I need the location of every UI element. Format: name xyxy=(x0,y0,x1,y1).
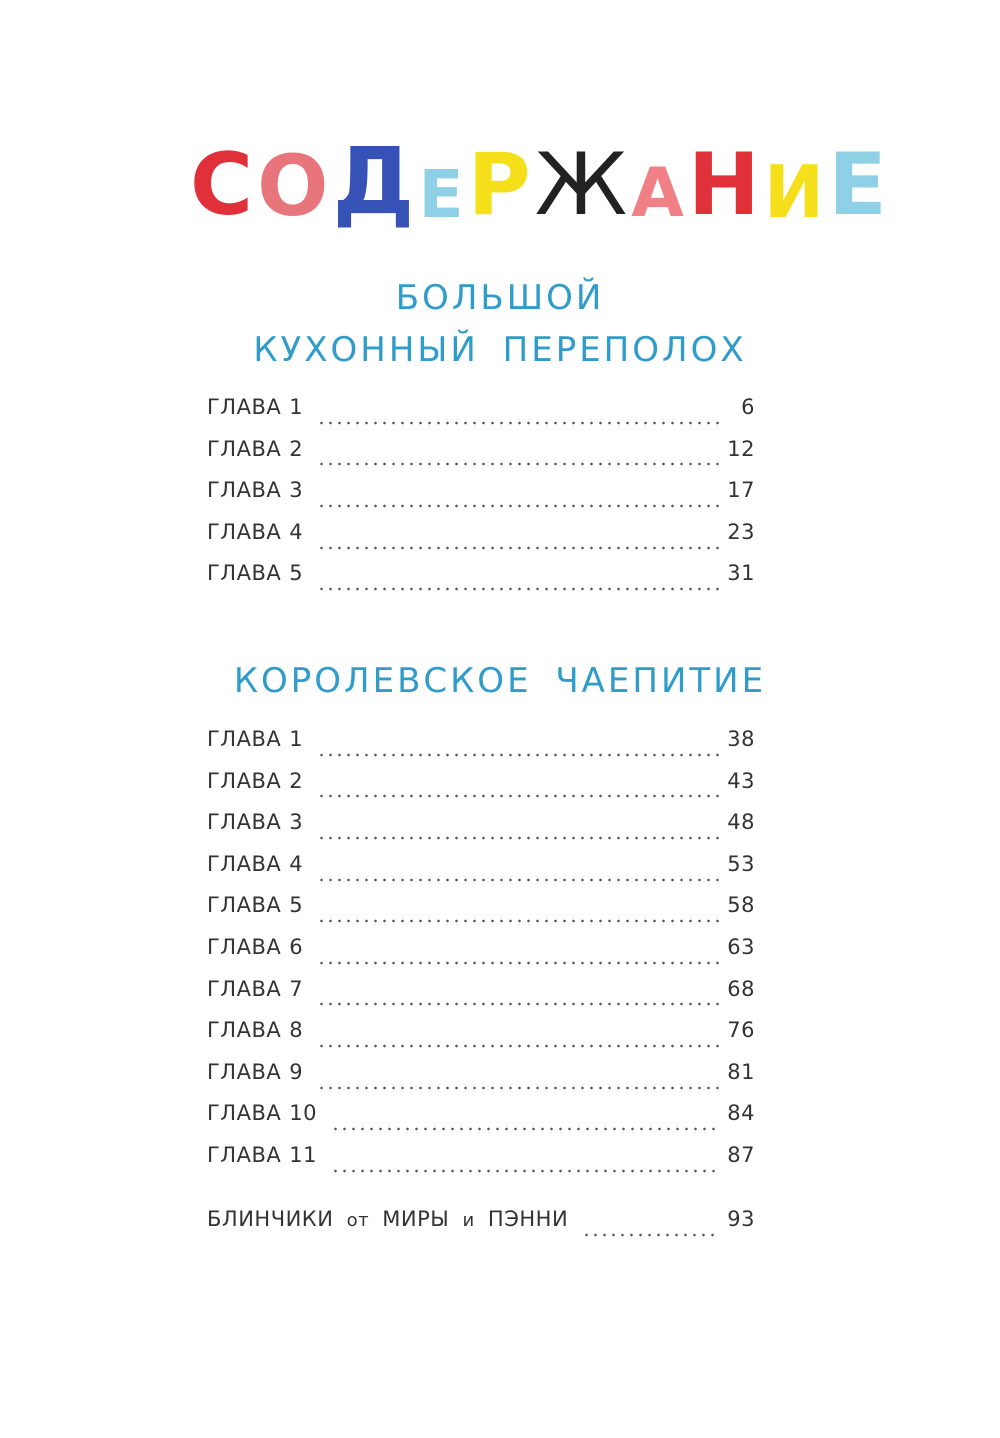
toc-row[interactable] xyxy=(207,935,755,977)
toc-row[interactable] xyxy=(207,561,755,603)
title-letter: Н xyxy=(687,135,760,235)
toc-list-2 xyxy=(207,727,755,1185)
chapter-number: 1 xyxy=(289,395,304,419)
bonus-title-part: от xyxy=(346,1210,370,1231)
dot-leader xyxy=(317,1044,719,1048)
dot-leader xyxy=(331,1127,719,1131)
chapter-number: 10 xyxy=(289,1101,317,1126)
title-letter: О xyxy=(257,137,329,235)
page-number: 38 xyxy=(727,727,755,751)
dot-leader xyxy=(317,794,719,798)
dot-leader xyxy=(317,961,719,965)
chapter-number: 5 xyxy=(289,893,304,918)
page-number: 58 xyxy=(727,893,755,918)
page-number: 84 xyxy=(727,1101,755,1126)
toc-row[interactable] xyxy=(207,520,755,562)
chapter-label: ГЛАВА xyxy=(207,1059,282,1084)
toc-bonus xyxy=(207,1207,755,1249)
dot-leader xyxy=(317,462,719,466)
chapter-label: ГЛАВА xyxy=(207,561,282,586)
toc-row[interactable] xyxy=(207,727,755,769)
page-number: 6 xyxy=(741,395,755,419)
toc-row[interactable] xyxy=(207,1060,755,1102)
dot-leader xyxy=(317,919,719,923)
section-title-line: БОЛЬШОЙ xyxy=(395,278,605,318)
section-title-line: КУХОННЫЙ ПЕРЕПОЛОХ xyxy=(253,330,747,370)
toc-row[interactable] xyxy=(207,810,755,852)
title-letter: А xyxy=(631,154,684,233)
chapter-number: 8 xyxy=(289,1018,304,1043)
title-letter: И xyxy=(763,150,825,234)
chapter-number: 2 xyxy=(289,768,304,793)
toc-row[interactable] xyxy=(207,437,755,479)
toc-row[interactable] xyxy=(207,769,755,811)
dot-leader xyxy=(582,1233,719,1237)
toc-row[interactable] xyxy=(207,478,755,520)
chapter-label: ГЛАВА xyxy=(207,478,282,503)
bonus-title-part: БЛИНЧИКИ xyxy=(207,1207,334,1231)
page-number: 12 xyxy=(727,436,755,461)
bonus-title-part: ПЭННИ xyxy=(487,1207,569,1231)
title-letter: Р xyxy=(467,135,531,235)
page-number: 43 xyxy=(727,768,755,793)
chapter-number: 4 xyxy=(289,519,304,544)
page-number: 63 xyxy=(727,934,755,959)
toc-row[interactable] xyxy=(207,1018,755,1060)
dot-leader xyxy=(317,836,719,840)
bonus-title-part: МИРЫ xyxy=(382,1207,450,1231)
chapter-label: ГЛАВА xyxy=(207,768,282,793)
page-number: 76 xyxy=(727,1018,755,1043)
bonus-title-part: и xyxy=(462,1210,475,1231)
chapter-label: ГЛАВА xyxy=(207,1018,282,1043)
chapter-label: ГЛАВА xyxy=(207,1142,282,1167)
page-number: 81 xyxy=(727,1059,755,1084)
chapter-label: ГЛАВА xyxy=(207,893,282,918)
page-title xyxy=(190,128,887,235)
title-letter: Е xyxy=(828,135,887,235)
chapter-number: 5 xyxy=(289,561,304,586)
chapter-number: 3 xyxy=(289,478,304,503)
dot-leader xyxy=(317,587,719,591)
page-number: 87 xyxy=(727,1142,755,1167)
chapter-number: 9 xyxy=(289,1059,304,1084)
toc-row[interactable] xyxy=(207,1143,755,1185)
chapter-number: 11 xyxy=(289,1142,317,1167)
title-letter: Ж xyxy=(534,135,628,235)
page-number: 53 xyxy=(727,851,755,876)
page-number: 93 xyxy=(727,1207,755,1231)
dot-leader xyxy=(317,753,719,757)
chapter-label: ГЛАВА xyxy=(207,976,282,1001)
toc-row[interactable] xyxy=(207,1101,755,1143)
chapter-label: ГЛАВА xyxy=(207,1101,282,1126)
toc-row[interactable] xyxy=(207,395,755,437)
dot-leader xyxy=(317,504,719,508)
chapter-label: ГЛАВА xyxy=(207,934,282,959)
chapter-number: 3 xyxy=(289,810,304,835)
chapter-number: 6 xyxy=(289,934,304,959)
dot-leader xyxy=(317,546,719,550)
page-number: 17 xyxy=(727,478,755,503)
toc-row[interactable] xyxy=(207,893,755,935)
chapter-number: 4 xyxy=(289,851,304,876)
chapter-label: ГЛАВА xyxy=(207,436,282,461)
page-number: 23 xyxy=(727,519,755,544)
chapter-label: ГЛАВА xyxy=(207,395,282,419)
chapter-label: ГЛАВА xyxy=(207,810,282,835)
title-letter: С xyxy=(190,135,254,235)
dot-leader xyxy=(317,878,719,882)
page-number: 48 xyxy=(727,810,755,835)
chapter-label: ГЛАВА xyxy=(207,519,282,544)
dot-leader xyxy=(317,421,723,425)
dot-leader xyxy=(317,1086,719,1090)
toc-row[interactable] xyxy=(207,852,755,894)
toc-row-bonus[interactable] xyxy=(207,1207,755,1249)
chapter-number: 1 xyxy=(289,727,304,751)
dot-leader xyxy=(317,1002,719,1006)
title-letter: Д xyxy=(332,128,415,235)
dot-leader xyxy=(331,1169,719,1173)
toc-list-1 xyxy=(207,395,755,603)
title-letter: Е xyxy=(418,156,464,233)
chapter-label: ГЛАВА xyxy=(207,851,282,876)
page-number: 31 xyxy=(727,561,755,586)
chapter-number: 2 xyxy=(289,436,304,461)
page-number: 68 xyxy=(727,976,755,1001)
toc-row[interactable] xyxy=(207,977,755,1019)
section-title-2 xyxy=(0,655,1000,707)
section-title-line: КОРОЛЕВСКОЕ ЧАЕПИТИЕ xyxy=(233,661,767,701)
section-title-1 xyxy=(0,272,1000,376)
chapter-number: 7 xyxy=(289,976,304,1001)
chapter-label: ГЛАВА xyxy=(207,727,282,751)
